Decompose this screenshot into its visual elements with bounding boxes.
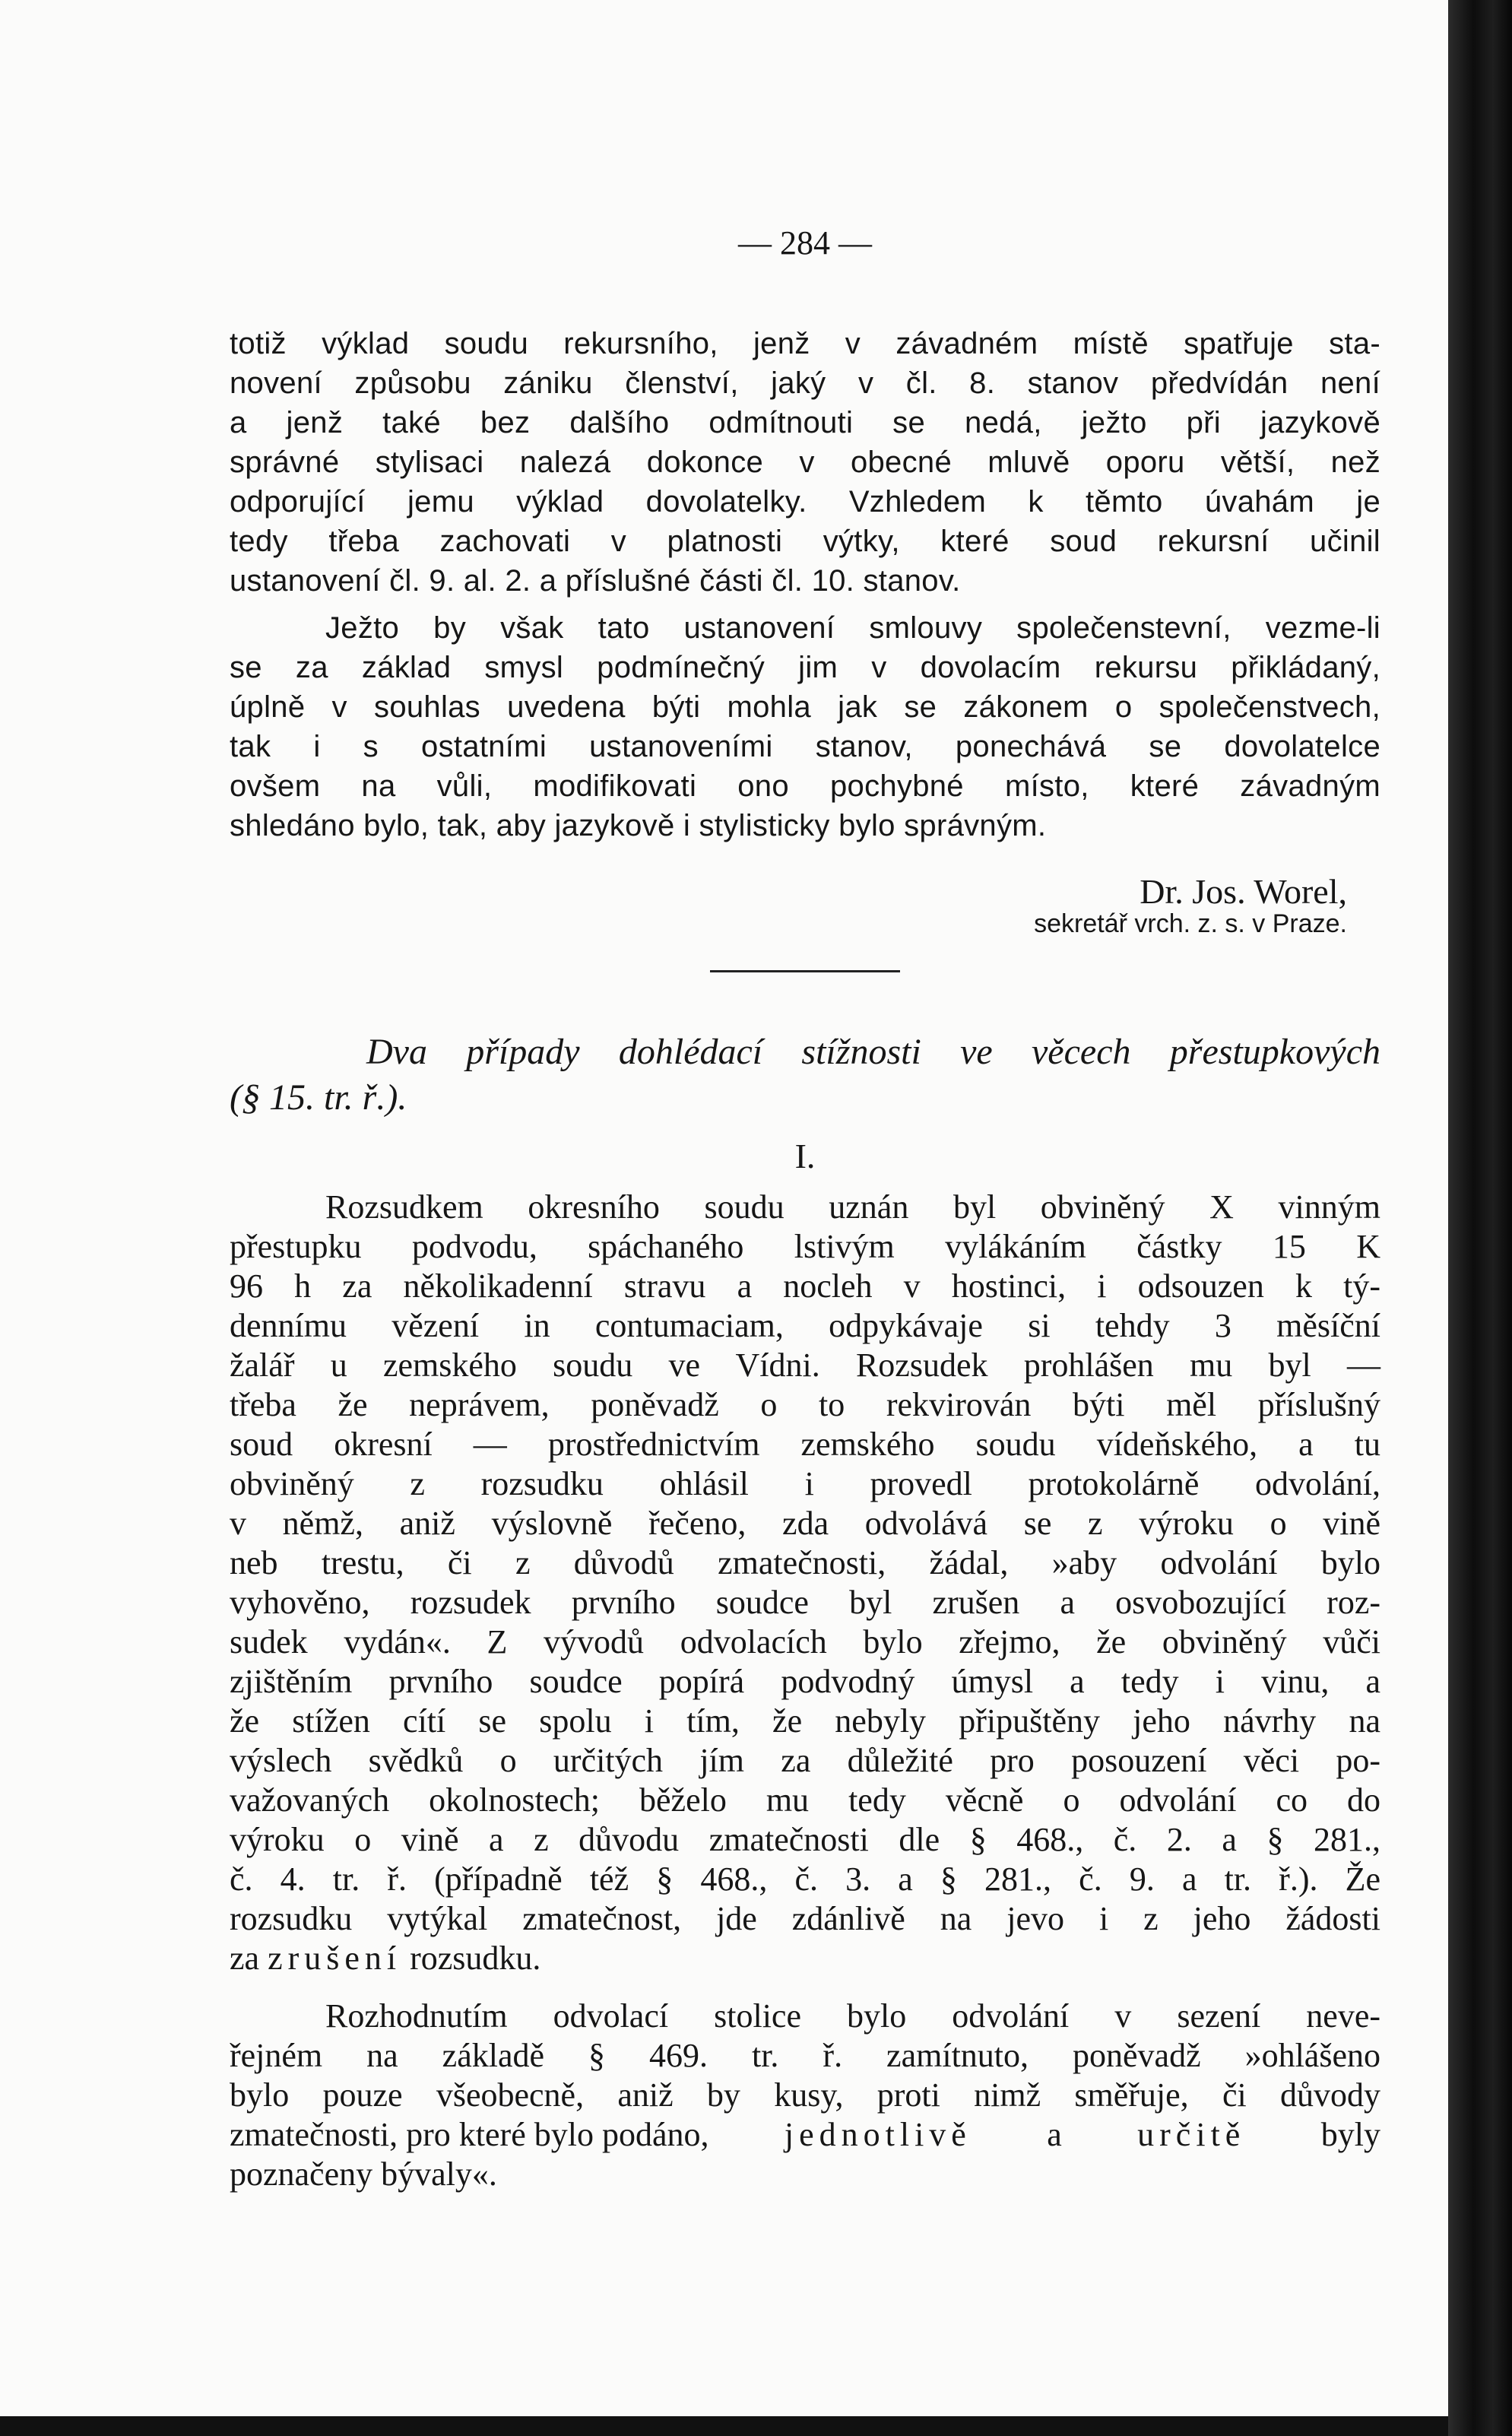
text-line: rozsudku vytýkal zmatečnost, jde zdánlivě na jevo i z jeho žádosti	[230, 1900, 1380, 1937]
article-heading-line-2: (§ 15. tr. ř.).	[230, 1077, 407, 1118]
scan-bottom-shadow	[0, 2416, 1448, 2436]
text-line: přestupku podvodu, spáchaného lstivým vylákáním částky 15 K	[230, 1228, 1380, 1265]
text-line: správné stylisaci nalezá dokonce v obecné mluvě oporu větší, než	[230, 446, 1380, 479]
text-line: važovaných okolnostech; běželo mu tedy věcně o odvolání co do	[230, 1781, 1380, 1819]
emphasis-spaced: jednotlivě	[784, 2116, 972, 2153]
section-number: I.	[794, 1137, 816, 1175]
text-line: výslech svědků o určitých jím za důležité pro posouzení věci po-	[230, 1742, 1380, 1779]
text-run: byly	[1320, 2116, 1380, 2153]
text-line: vyhověno, rozsudek prvního soudce byl zrušen a osvobozující roz-	[230, 1584, 1380, 1621]
text-line: neb trestu, či z důvodů zmatečnosti, žádal, »aby odvolání bylo	[230, 1544, 1380, 1581]
text-line: totiž výklad soudu rekursního, jenž v závadném místě spatřuje sta-	[230, 327, 1380, 360]
text-line: bylo pouze všeobecně, aniž by kusy, proti nimž směřuje, či důvody	[230, 2076, 1380, 2114]
text-run: rozsudku.	[401, 1940, 541, 1977]
text-line: 96 h za několikadenní stravu a nocleh v hostinci, i odsouzen k tý-	[230, 1267, 1380, 1305]
text-line: řejném na základě § 469. tr. ř. zamítnuto, poněvadž »ohlášeno	[230, 2037, 1380, 2074]
text-line: tedy třeba zachovati v platnosti výtky, které soud rekursní učinil	[230, 525, 1380, 558]
text-line: obviněný z rozsudku ohlásil i provedl protokolárně odvolání,	[230, 1465, 1380, 1502]
text-line: úplně v souhlas uvedena býti mohla jak se zákonem o společenstvech,	[230, 690, 1380, 724]
emphasis-spaced: zrušení	[268, 1940, 402, 1977]
text-line: třeba že neprávem, poněvadž o to rekvirován býti měl příslušný	[230, 1386, 1380, 1423]
signature-name: Dr. Jos. Worel,	[1140, 872, 1347, 911]
text-line	[230, 2115, 1380, 2154]
text-line: novení způsobu zániku členství, jaký v čl. 8. stanov předvídán není	[230, 366, 1380, 400]
text-line: ovšem na vůli, modifikovati ono pochybné místo, které závadným	[230, 769, 1380, 803]
text-line: ustanovení čl. 9. al. 2. a příslušné části čl. 10. stanov.	[230, 564, 961, 598]
text-line: tak i s ostatními ustanoveními stanov, ponechává se dovolatelce	[230, 730, 1380, 763]
text-line: se za základ smysl podmínečný jim v dovolacím rekursu přikládaný,	[230, 651, 1380, 684]
signature-title: sekretář vrch. z. s. v Praze.	[1034, 909, 1347, 938]
text-run: a	[1047, 2116, 1062, 2153]
text-line: dennímu vězení in contumaciam, odpykávaje si tehdy 3 měsíční	[230, 1307, 1380, 1344]
text-run: zmatečnosti, pro které bylo podáno,	[230, 2116, 709, 2153]
text-line: a jenž také bez dalšího odmítnouti se nedá, ježto při jazykově	[230, 406, 1380, 439]
text-line: č. 4. tr. ř. (případně též § 468., č. 3. a § 281., č. 9. a tr. ř.). Že	[230, 1860, 1380, 1898]
scan-edge-shadow	[1448, 0, 1512, 2436]
text-line: že stížen cítí se spolu i tím, že nebyly připuštěny jeho návrhy na	[230, 1702, 1380, 1740]
text-run: za	[230, 1940, 268, 1977]
text-line: zjištěním prvního soudce popírá podvodný úmysl a tedy i vinu, a	[230, 1663, 1380, 1700]
emphasis-spaced: určitě	[1137, 2116, 1246, 2153]
section-divider	[710, 970, 900, 972]
text-line: Rozsudkem okresního soudu uznán byl obviněný X vinným	[325, 1188, 1380, 1226]
text-line	[230, 1939, 1380, 1978]
text-line: odporující jemu výklad dovolatelky. Vzhledem k těmto úvahám je	[230, 485, 1380, 519]
text-line: Ježto by však tato ustanovení smlouvy společenstevní, vezme-li	[325, 611, 1380, 645]
page-number: — 284 —	[738, 224, 872, 262]
text-line: Rozhodnutím odvolací stolice bylo odvolání v sezení neve-	[325, 1997, 1380, 2035]
text-line: soud okresní — prostřednictvím zemského soudu vídeňského, a tu	[230, 1426, 1380, 1463]
text-line: sudek vydán«. Z vývodů odvolacích bylo zřejmo, že obviněný vůči	[230, 1623, 1380, 1660]
text-line: shledáno bylo, tak, aby jazykově i stylisticky bylo správným.	[230, 809, 1047, 842]
text-line: v němž, aniž výslovně řečeno, zda odvolává se z výroku o vině	[230, 1505, 1380, 1542]
text-line: výroku o vině a z důvodu zmatečnosti dle § 468., č. 2. a § 281.,	[230, 1821, 1380, 1858]
article-heading-line-1: Dva případy dohlédací stížnosti ve věcech přestupkových	[366, 1032, 1380, 1072]
text-line: poznačeny bývaly«.	[230, 2155, 497, 2193]
text-line: žalář u zemského soudu ve Vídni. Rozsudek prohlášen mu byl —	[230, 1346, 1380, 1384]
